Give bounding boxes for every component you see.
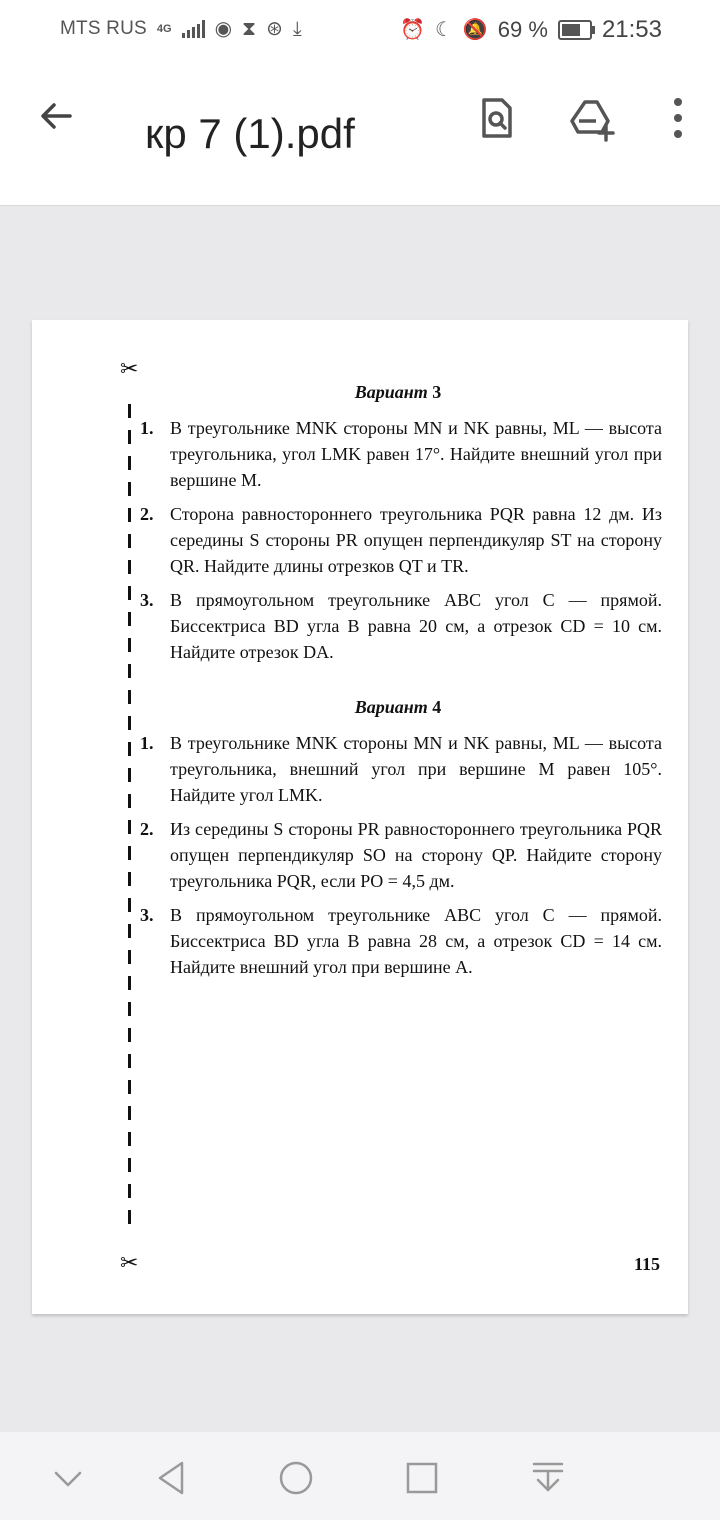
task-item: [134, 501, 662, 579]
moon-icon: ☾: [434, 19, 453, 41]
task-text: В треугольнике MNK стороны MN и NK равны, ML — высота треугольника, угол LMK равен 17°. Найдите внешний угол при вершине M.: [170, 418, 662, 490]
task-item: [134, 730, 662, 808]
signal-icon: [182, 20, 205, 38]
variant-word: Вариант: [354, 697, 428, 717]
variant-heading: [134, 697, 662, 718]
document-title: кр 7 (1).pdf: [145, 110, 355, 157]
alarm-icon: ⏰: [400, 19, 425, 41]
task-text: В прямоугольном треугольнике ABC угол C — прямой. Биссектриса BD угла B равна 28 см, а отрезок CD = 14 см. Найдите внешний угол при вершине A.: [170, 905, 662, 977]
scissors-icon: ✂: [120, 1250, 139, 1275]
back-arrow-icon[interactable]: [36, 96, 76, 136]
mute-icon: 🔕: [462, 19, 488, 41]
download-icon: ⤓: [292, 18, 302, 40]
pdf-page[interactable]: [32, 320, 688, 1314]
task-number: 1.: [140, 733, 154, 753]
vpn-icon: ⊛: [266, 18, 283, 40]
variant-number: 4: [432, 697, 442, 717]
search-in-document-icon[interactable]: [472, 94, 520, 142]
task-item: [134, 415, 662, 493]
notification-pull-icon[interactable]: [528, 1458, 568, 1498]
task-text: Сторона равностороннего треугольника PQR равна 12 дм. Из середины S стороны PR опущен перпендикуляр ST на сторону QR. Найдите длины отрезков QT и TR.: [170, 504, 662, 576]
task-text: В прямоугольном треугольнике ABC угол C — прямой. Биссектриса BD угла B равна 20 см, а отрезок CD = 10 см. Найдите отрезок DA.: [170, 590, 662, 662]
task-number: 2.: [140, 819, 154, 839]
task-number: 3.: [140, 590, 154, 610]
app-bar: [0, 62, 720, 205]
variant-number: 3: [432, 382, 442, 402]
back-icon[interactable]: [152, 1458, 192, 1498]
task-item: [134, 587, 662, 665]
status-bar: [0, 0, 720, 62]
carrier-name: MTS RUS: [60, 18, 147, 39]
variant-heading: [134, 382, 662, 403]
system-nav-bar: [0, 1432, 720, 1520]
clock: 21:53: [601, 16, 662, 43]
more-icon[interactable]: [654, 94, 702, 142]
task-text: В треугольнике MNK стороны MN и NK равны, ML — высота треугольника, внешний угол при вершине M равен 105°. Найдите угол LMK.: [170, 733, 662, 805]
task-text: Из середины S стороны PR равностороннего треугольника PQR опущен перпендикуляр SO на сторону QP. Найдите сторону треугольника PQR, если PO = 4,5 дм.: [170, 819, 662, 891]
battery-icon: [558, 20, 592, 40]
document-content: [134, 382, 662, 988]
top-bar: [0, 0, 720, 206]
eye-icon: ◉: [214, 18, 233, 40]
task-item: [134, 902, 662, 980]
scissors-icon: ✂: [120, 356, 139, 381]
page-number: 115: [633, 1254, 660, 1274]
collapse-icon[interactable]: [48, 1458, 88, 1498]
recents-icon[interactable]: [402, 1458, 442, 1498]
network-type: 4G: [156, 23, 172, 35]
variant-word: Вариант: [354, 382, 428, 402]
task-number: 3.: [140, 905, 154, 925]
add-to-drive-icon[interactable]: [568, 94, 616, 142]
task-item: [134, 816, 662, 894]
task-number: 2.: [140, 504, 154, 524]
hourglass-icon: ⧗: [242, 18, 257, 40]
task-number: 1.: [140, 418, 154, 438]
home-icon[interactable]: [276, 1458, 316, 1498]
battery-percent: 69 %: [497, 17, 548, 42]
